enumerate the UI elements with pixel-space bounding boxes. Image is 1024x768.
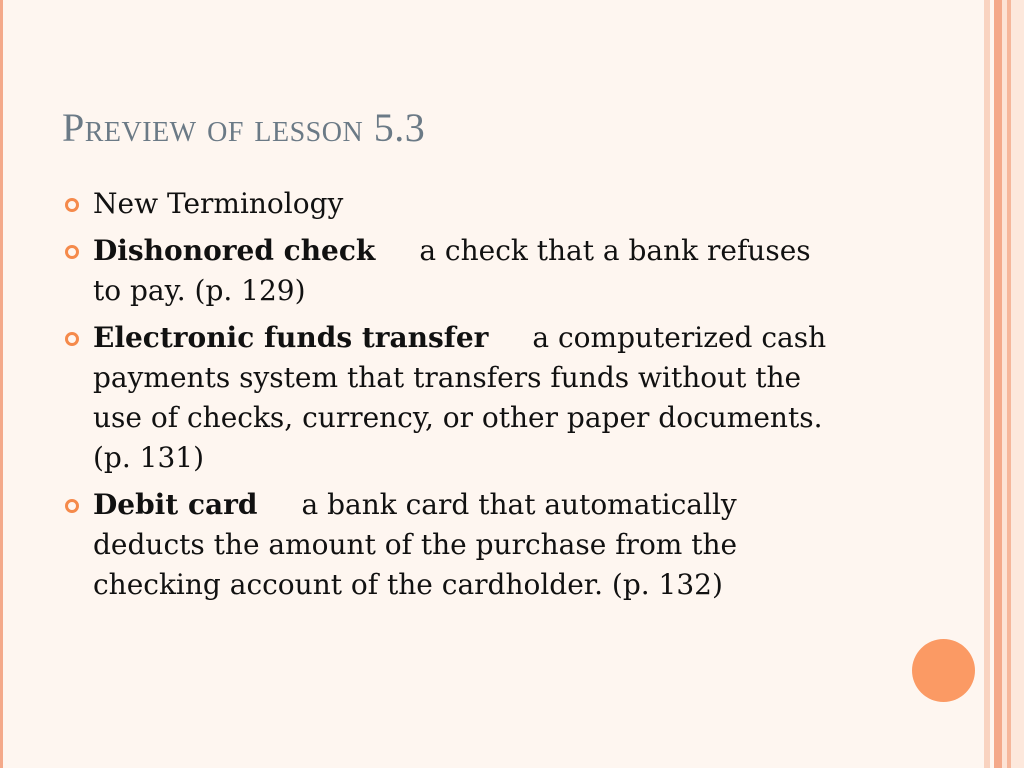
term-label: Debit card [93,488,258,521]
left-border-stripe [0,0,3,768]
right-border-band-6 [1011,0,1024,768]
term-definition: a computerized cash payments system that transfers funds without the use of checks, currency, or other paper documents. (p. 131) [93,321,827,474]
bullet-debit-card [62,485,842,605]
bullet-dishonored-check [62,231,842,311]
bullet-text: New Terminology [93,187,344,220]
bullet-electronic-funds-transfer [62,318,842,478]
bullet-circle-icon [65,332,79,346]
bullet-circle-icon [65,499,79,513]
term-label: Dishonored check [93,234,376,267]
term-definition: a bank card that automatically deducts the amount of the purchase from the checking account of the cardholder. (p. 132) [93,488,738,601]
bullet-list [62,184,842,612]
slide-title: Preview of lesson 5.3 [62,105,426,150]
term-label: Electronic funds transfer [93,321,489,354]
bullet-new-terminology [62,184,842,224]
term-definition: a check that a bank refuses to pay. (p. 129) [93,234,811,307]
right-border-band-3 [994,0,1002,768]
bullet-circle-icon [65,245,79,259]
decorative-orange-circle [912,639,975,702]
bullet-circle-icon [65,198,79,212]
